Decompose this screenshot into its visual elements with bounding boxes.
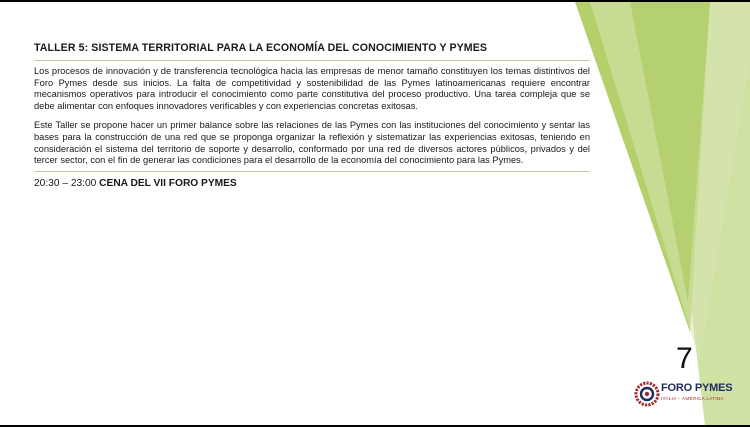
- divider: [34, 60, 590, 61]
- workshop-title: TALLER 5: SISTEMA TERRITORIAL PARA LA ECONOMÍA DEL CONOCIMIENTO Y PYMES: [34, 42, 488, 54]
- foro-pymes-logo: [634, 381, 733, 407]
- divider: [34, 171, 590, 172]
- page-number: 7: [676, 342, 693, 375]
- slide: [0, 2, 750, 425]
- slide-content: [34, 42, 590, 190]
- schedule-event: CENA DEL VII FORO PYMES: [99, 177, 237, 189]
- paragraph-2: Este Taller se propone hacer un primer balance sobre las relaciones de las Pymes con las instituciones del conocimiento y sentar las bases para la construcción de una red que se proponga organizar la reflexión y sistematizar las experiencias exitosas, teniendo en consideración el sistema del territorio de soporte y desarrollo, conformado por una red de diversos actores públicos, privados y del tercer sector, con el fin de generar las condiciones para el desarrollo de la economía del conocimiento para las Pymes.: [34, 120, 590, 166]
- logo-tagline: ITALIA – AMÉRICA LATINA: [661, 396, 724, 401]
- paragraph-1: Los procesos de innovación y de transferencia tecnológica hacia las empresas de menor tamaño constituyen los temas distintivos del Foro Pymes desde sus inicios. La falta de competitividad y sostenibilidad de las Pymes latinoamericanas requiere encontrar mecanismos operativos para introducir el conocimiento como parte constitutiva del proceso productivo. Una tarea compleja que se debe alimentar con enfoques innovadores verificables y con experiencias concretas exitosas.: [34, 66, 590, 111]
- schedule-time: 20:30 – 23:00: [34, 177, 97, 189]
- logo-name: FORO PYMES: [661, 382, 733, 394]
- logo-mark-icon: [634, 381, 660, 407]
- schedule-line: [34, 178, 590, 190]
